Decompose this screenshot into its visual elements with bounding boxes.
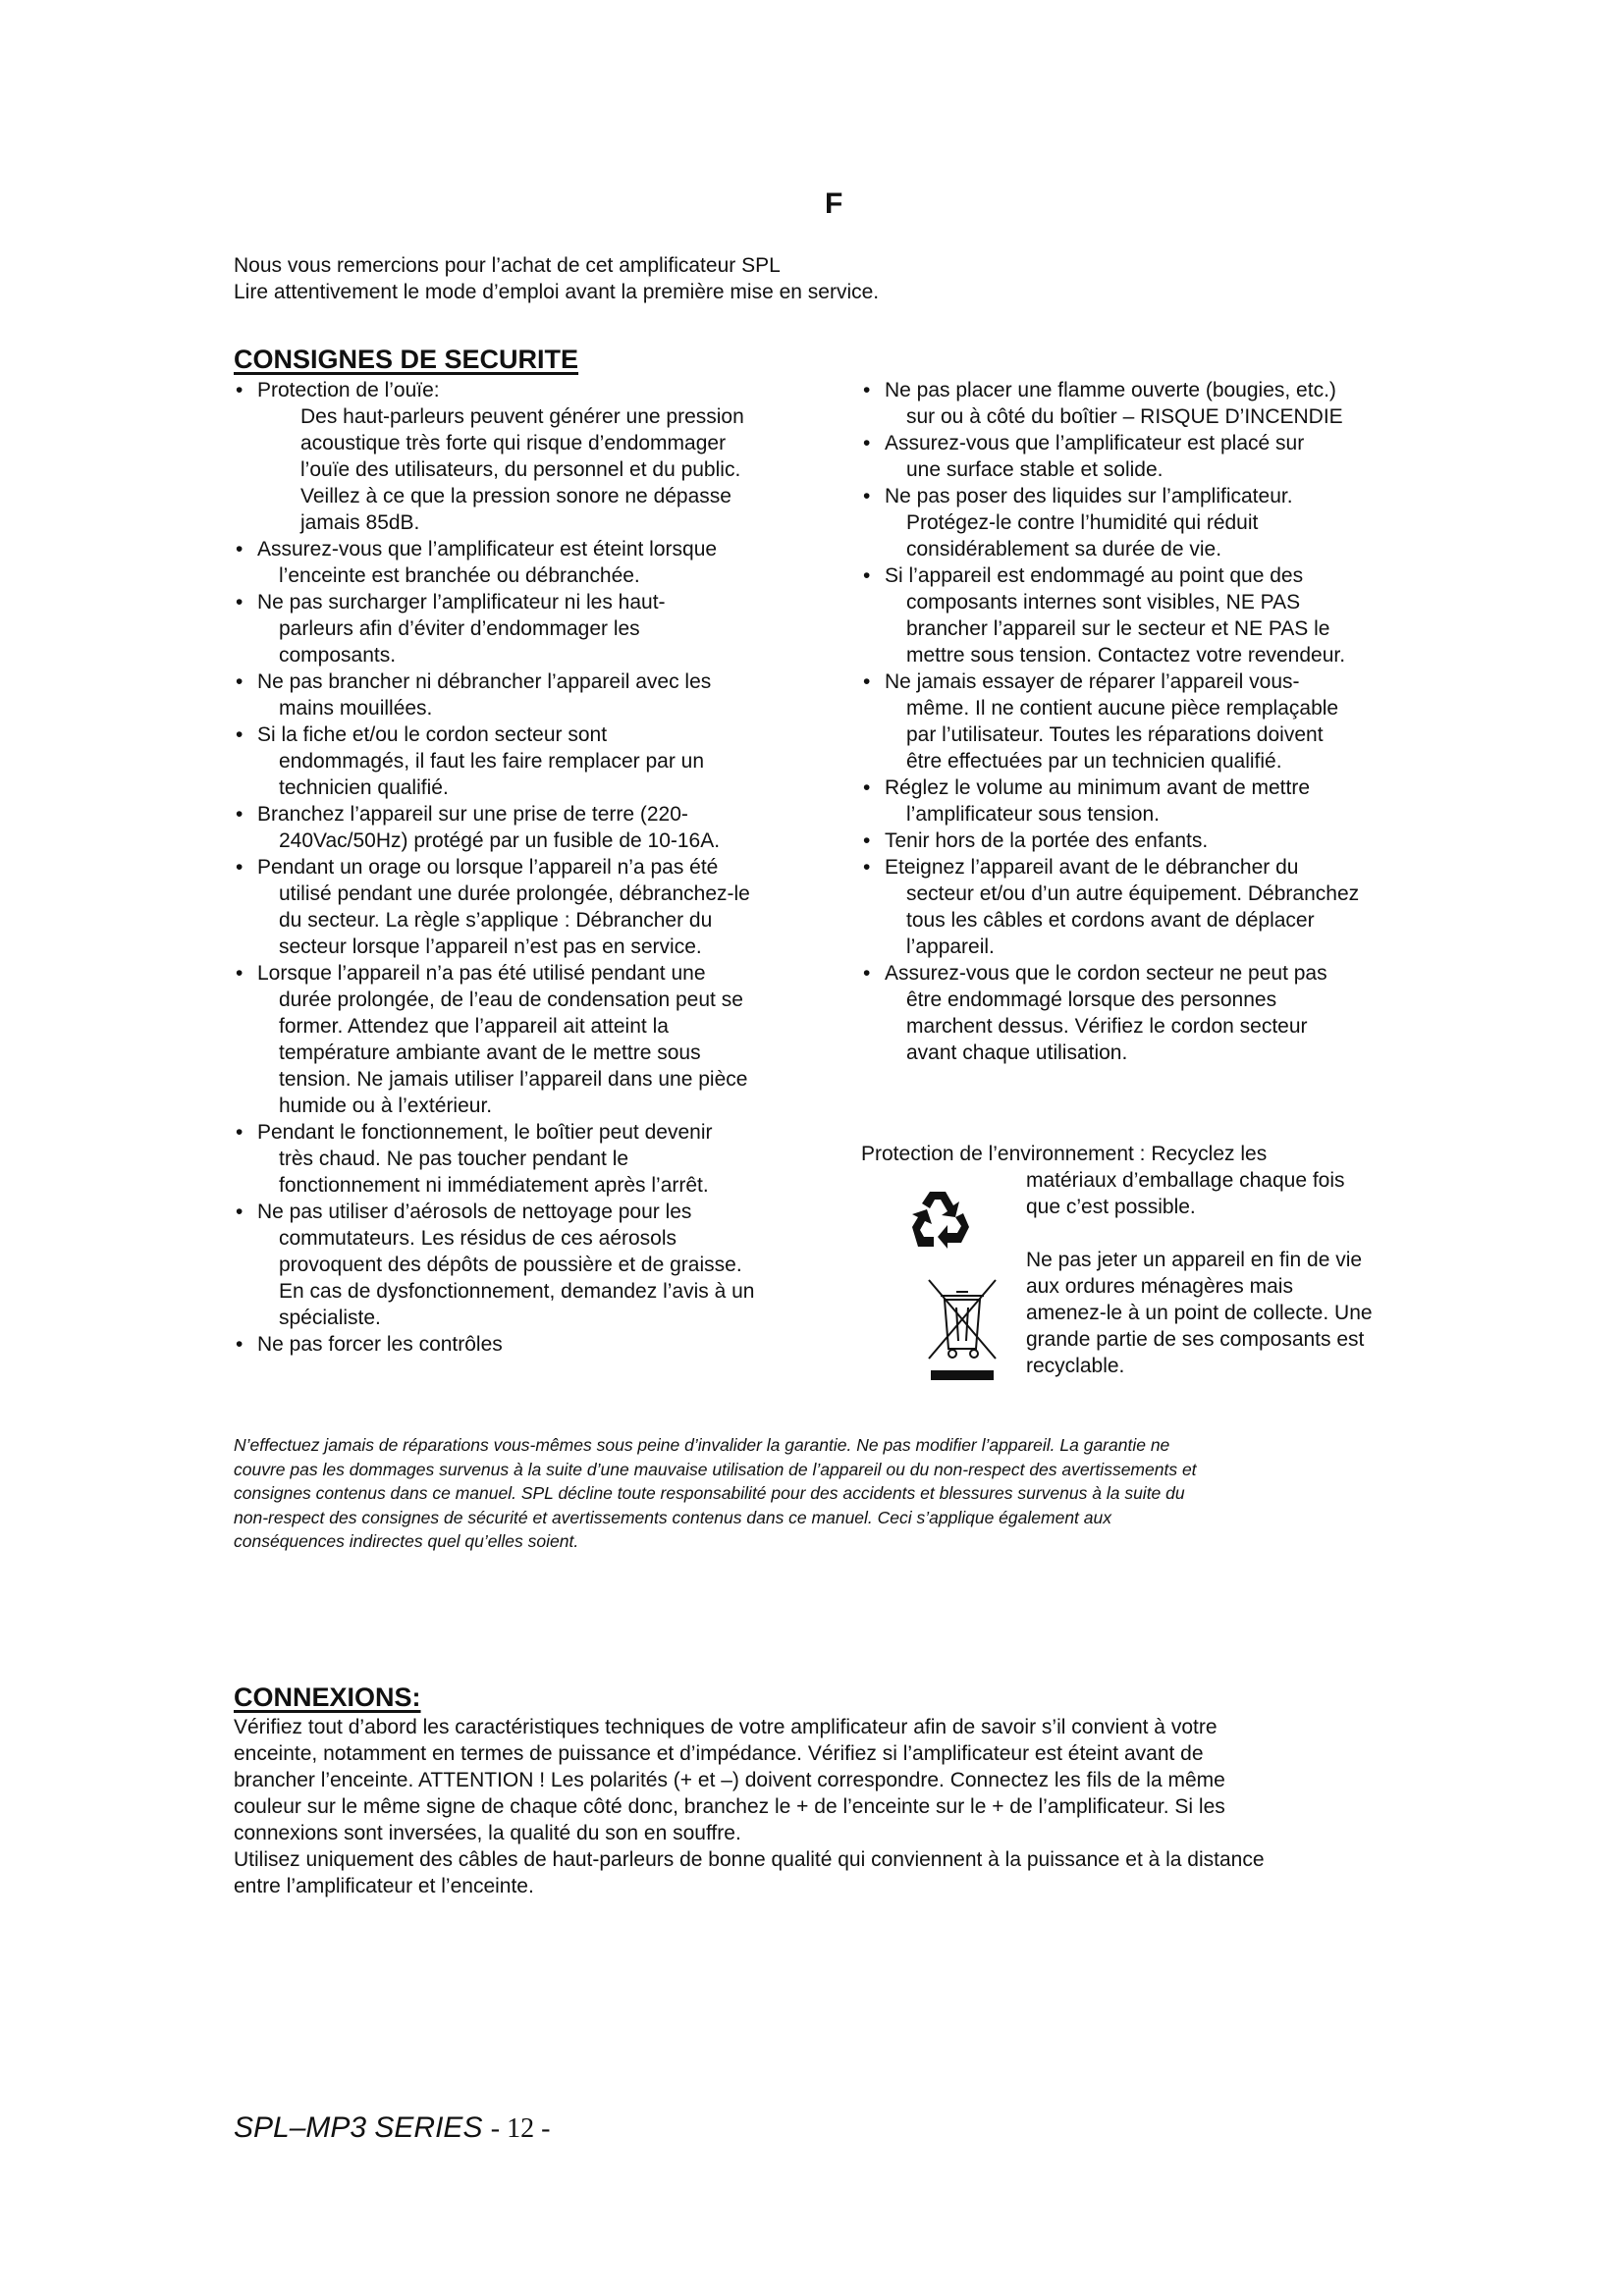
safety-item-line: • Lorsque l’appareil n’a pas été utilisé pendant une	[257, 962, 706, 985]
env-line: Ne pas jeter un appareil en fin de vie	[1026, 1249, 1363, 1271]
disclaimer-line: consignes contenus dans ce manuel. SPL décline toute responsabilité pour des accidents et blessures survenus à la suite du	[234, 1483, 1185, 1503]
safety-item-line: • Protection de l’ouïe:	[257, 379, 440, 401]
safety-item	[861, 430, 1411, 483]
safety-item-subline: acoustique très forte qui risque d’endommager	[300, 432, 727, 454]
safety-item-line: composants.	[279, 644, 397, 667]
page-footer	[234, 2110, 550, 2147]
safety-item-line: mettre sous tension. Contactez votre revendeur.	[906, 644, 1346, 667]
safety-item	[234, 721, 823, 801]
safety-item-line: humide ou à l’extérieur.	[279, 1095, 493, 1117]
env-line: grande partie de ses composants est	[1026, 1328, 1365, 1351]
safety-item-subline: l’ouïe des utilisateurs, du personnel et du public.	[300, 458, 741, 481]
safety-item-subline: jamais 85dB.	[300, 511, 420, 534]
safety-item-line: utilisé pendant une durée prolongée, débranchez-le	[279, 882, 750, 905]
env-line: aux ordures ménagères mais	[1026, 1275, 1293, 1298]
safety-item-line: Protégez-le contre l’humidité qui réduit	[906, 511, 1259, 534]
safety-item-line: avant chaque utilisation.	[906, 1041, 1128, 1064]
safety-item-line: • Si la fiche et/ou le cordon secteur sont	[257, 723, 608, 746]
safety-item-line: • Branchez l’appareil sur une prise de terre (220-	[257, 803, 688, 826]
safety-item-line: secteur et/ou d’un autre équipement. Débranchez	[906, 882, 1360, 905]
safety-item	[234, 801, 823, 854]
safety-left-column	[234, 377, 823, 1358]
env-line: recyclable.	[1026, 1355, 1125, 1377]
safety-title: CONSIGNES DE SECURITE	[234, 345, 579, 374]
environment-text-disposal	[1026, 1247, 1438, 1379]
safety-item-line: • Ne pas poser des liquides sur l’amplificateur.	[885, 485, 1293, 507]
safety-item-line: fonctionnement ni immédiatement après l’arrêt.	[279, 1174, 709, 1197]
connexions-line: brancher l’enceinte. ATTENTION ! Les polarités (+ et –) doivent correspondre. Connectez les fils de la même	[234, 1769, 1225, 1791]
env-line: matériaux d’emballage chaque fois	[1026, 1169, 1345, 1192]
safety-item	[861, 377, 1411, 430]
safety-item-line: mains mouillées.	[279, 697, 433, 720]
safety-right-column	[861, 377, 1411, 1066]
safety-item-line: • Ne pas placer une flamme ouverte (bougies, etc.)	[885, 379, 1336, 401]
safety-item-line: du secteur. La règle s’applique : Débrancher du	[279, 909, 713, 932]
safety-item-line: considérablement sa durée de vie.	[906, 538, 1222, 561]
disclaimer-line: non-respect des consignes de sécurité et avertissements contenus dans ce manuel. Ceci s’applique également aux	[234, 1507, 1111, 1527]
safety-right-list	[861, 377, 1411, 1066]
safety-item-line: température ambiante avant de le mettre sous	[279, 1041, 701, 1064]
connexions-body	[234, 1714, 1432, 1899]
safety-item-line: • Ne pas utiliser d’aérosols de nettoyage pour les	[257, 1201, 692, 1223]
safety-item-line: technicien qualifié.	[279, 776, 449, 799]
safety-item-line: très chaud. Ne pas toucher pendant le	[279, 1148, 629, 1170]
safety-item	[234, 589, 823, 668]
language-marker: F	[825, 187, 843, 220]
safety-item-line: En cas de dysfonctionnement, demandez l’avis à un	[279, 1280, 755, 1303]
safety-item-line: • Pendant le fonctionnement, le boîtier peut devenir	[257, 1121, 713, 1144]
safety-item	[861, 828, 1411, 854]
intro-line: Nous vous remercions pour l’achat de cet amplificateur SPL	[234, 254, 781, 277]
environment-title: Protection de l’environnement : Recyclez les	[861, 1143, 1268, 1165]
disclaimer-line: N’effectuez jamais de réparations vous-mêmes sous peine d’invalider la garantie. Ne pas modifier l’appareil. La garantie ne	[234, 1435, 1170, 1455]
safety-item-line: 240Vac/50Hz) protégé par un fusible de 10-16A.	[279, 829, 721, 852]
safety-item-line: • Assurez-vous que l’amplificateur est éteint lorsque	[257, 538, 718, 561]
safety-item-line: • Ne jamais essayer de réparer l’appareil vous-	[885, 670, 1300, 693]
safety-item-line: être endommagé lorsque des personnes	[906, 988, 1277, 1011]
env-line: que c’est possible.	[1026, 1196, 1196, 1218]
safety-item-line: être effectuées par un technicien qualifié.	[906, 750, 1282, 773]
connexions-line: Utilisez uniquement des câbles de haut-parleurs de bonne qualité qui conviennent à la puissance et à la distance	[234, 1848, 1265, 1871]
safety-item-line: secteur lorsque l’appareil n’est pas en service.	[279, 935, 702, 958]
safety-item-line: l’amplificateur sous tension.	[906, 803, 1160, 826]
safety-item-line: provoquent des dépôts de poussière et de graisse.	[279, 1254, 742, 1276]
safety-item	[234, 854, 823, 960]
safety-item-line: • Ne pas brancher ni débrancher l’appareil avec les	[257, 670, 712, 693]
safety-item-line: • Assurez-vous que le cordon secteur ne peut pas	[885, 962, 1327, 985]
safety-item-line: • Ne pas surcharger l’amplificateur ni les haut-	[257, 591, 666, 614]
connexions-title: CONNEXIONS:	[234, 1682, 421, 1712]
safety-item-line: tension. Ne jamais utiliser l’appareil dans une pièce	[279, 1068, 748, 1091]
connexions-line: enceinte, notamment en termes de puissance et d’impédance. Vérifiez si l’amplificateur est éteint avant de	[234, 1742, 1204, 1765]
safety-item	[861, 483, 1411, 562]
safety-item-line: • Pendant un orage ou lorsque l’appareil n’a pas été	[257, 856, 719, 879]
connexions-line: connexions sont inversées, la qualité du son en souffre.	[234, 1822, 741, 1844]
safety-item	[861, 562, 1411, 668]
intro-text	[234, 252, 1412, 305]
safety-item-line: former. Attendez que l’appareil ait atteint la	[279, 1015, 669, 1038]
safety-item	[861, 668, 1411, 774]
safety-item-line: même. Il ne contient aucune pièce remplaçable	[906, 697, 1339, 720]
footer-series: SPL–MP3 SERIES	[234, 2111, 483, 2144]
safety-item	[234, 1199, 823, 1331]
environment-text-packaging	[1026, 1167, 1419, 1220]
safety-item-line: endommagés, il faut les faire remplacer par un	[279, 750, 705, 773]
safety-item-line: • Assurez-vous que l’amplificateur est placé sur	[885, 432, 1305, 454]
safety-item-line: sur ou à côté du boîtier – RISQUE D’INCENDIE	[906, 405, 1343, 428]
connexions-line: entre l’amplificateur et l’enceinte.	[234, 1875, 534, 1897]
safety-item-line: durée prolongée, de l’eau de condensation peut se	[279, 988, 743, 1011]
disclaimer-line: couvre pas les dommages survenus à la suite d’une mauvaise utilisation de l’appareil ou du non-respect des avertissements et	[234, 1459, 1197, 1479]
safety-item-line: • Si l’appareil est endommagé au point que des	[885, 564, 1304, 587]
safety-item-line: commutateurs. Les résidus de ces aérosols	[279, 1227, 677, 1250]
connexions-line: Vérifiez tout d’abord les caractéristiques techniques de votre amplificateur afin de savoir s’il convient à votre	[234, 1716, 1218, 1738]
safety-item	[234, 668, 823, 721]
safety-item	[234, 1331, 823, 1358]
intro-line: Lire attentivement le mode d’emploi avant la première mise en service.	[234, 281, 880, 303]
safety-item-line: l’appareil.	[906, 935, 995, 958]
safety-item-line: brancher l’appareil sur le secteur et NE PAS le	[906, 617, 1330, 640]
safety-item-line: tous les câbles et cordons avant de déplacer	[906, 909, 1315, 932]
safety-item-line: l’enceinte est branchée ou débranchée.	[279, 564, 640, 587]
recycle-icon	[908, 1188, 971, 1249]
safety-item-subline: Veillez à ce que la pression sonore ne dépasse	[300, 485, 731, 507]
env-line: amenez-le à un point de collecte. Une	[1026, 1302, 1373, 1324]
disclaimer-line: conséquences indirectes quel qu’elles soient.	[234, 1531, 579, 1551]
safety-item	[234, 377, 823, 536]
safety-item-line: parleurs afin d’éviter d’endommager les	[279, 617, 640, 640]
safety-item	[234, 536, 823, 589]
safety-item-line: une surface stable et solide.	[906, 458, 1164, 481]
safety-item	[861, 854, 1411, 960]
page-number: - 12 -	[490, 2113, 551, 2144]
safety-item	[861, 960, 1411, 1066]
safety-item-line: • Eteignez l’appareil avant de le débrancher du	[885, 856, 1299, 879]
safety-item	[234, 1119, 823, 1199]
safety-item-line: • Tenir hors de la portée des enfants.	[885, 829, 1209, 852]
safety-left-list	[234, 377, 823, 1358]
safety-item-line: composants internes sont visibles, NE PAS	[906, 591, 1301, 614]
safety-item-line: • Réglez le volume au minimum avant de mettre	[885, 776, 1311, 799]
safety-item-subline: Des haut-parleurs peuvent générer une pression	[300, 405, 744, 428]
connexions-line: couleur sur le même signe de chaque côté donc, branchez le + de l’enceinte sur le + de l’amplificateur. Si les	[234, 1795, 1225, 1818]
safety-item	[234, 960, 823, 1119]
crossed-bin-icon	[923, 1276, 1001, 1382]
safety-item-line: • Ne pas forcer les contrôles	[257, 1333, 503, 1356]
safety-item-line: par l’utilisateur. Toutes les réparations doivent	[906, 723, 1324, 746]
safety-item-line: marchent dessus. Vérifiez le cordon secteur	[906, 1015, 1308, 1038]
safety-item-line: spécialiste.	[279, 1307, 381, 1329]
warranty-disclaimer	[234, 1433, 1412, 1554]
safety-item	[861, 774, 1411, 828]
